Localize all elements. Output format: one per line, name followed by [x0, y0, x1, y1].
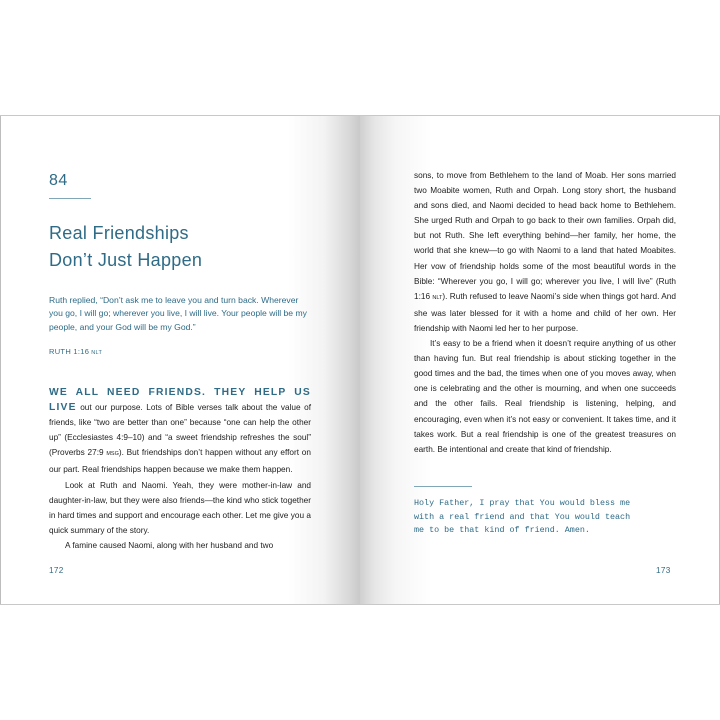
paragraph: A famine caused Naomi, along with her husband and two	[65, 540, 274, 550]
scripture-version: NLT	[91, 350, 103, 356]
paragraph-text: ). Ruth refused to leave Naomi’s side when things got hard. And she was later blessed for it with a home and child of her own. Her friendship with Naomi led her to her purpose.	[414, 291, 676, 333]
left-page	[0, 116, 360, 604]
page-number-right: 173	[656, 566, 671, 575]
chapter-divider	[49, 198, 91, 199]
paragraph: It’s easy to be a friend when it doesn’t require anything of us other than having fun. But real friendship is about sticking together in the good times and the bad, the times when one of you moves away, when one is celebrating and the other is mourning, and when one succeeds and the other fails. Real friendship is listening, helping, and encouraging, even when it’s not easy or convenient. It takes time, and it takes work. But a real friendship is one of the greatest treasures on earth. Be intentional and create that kind of friendship.	[414, 339, 676, 454]
prayer-text: Holy Father, I pray that You would bless me with a real friend and that You would teach me to be that kind of friend. Amen.	[414, 498, 631, 536]
chapter-title-line-2: Don’t Just Happen	[49, 250, 203, 270]
page-number-left: 172	[49, 566, 64, 575]
chapter-title-line-1: Real Friendships	[49, 223, 189, 243]
bible-version: MSG	[106, 451, 119, 458]
paragraph	[49, 385, 311, 478]
prayer-divider	[414, 486, 472, 487]
chapter-title	[49, 220, 202, 274]
left-body-text	[49, 385, 311, 553]
open-book	[0, 115, 720, 605]
paragraph-text: sons, to move from Bethlehem to the land of Moab. Her sons married two Moabite women, Ruth and Orpah. Long story short, the husband and sons died, and Naomi decided to head back home to Bethlehem. She urged Ruth and Orpah to go back to their own families. Orpah did, but not Ruth. She left everything behind—her family, her home, the world that she knew—to go with Naomi to a land that hated Moabites. Her vow of friendship holds some of the most beautiful words in the Bible: “Wherever you go, I will go; wherever you live, I will live” (Ruth 1:16	[414, 171, 676, 301]
right-body-text	[414, 168, 676, 457]
paragraph	[414, 168, 676, 336]
paragraph-text: out our purpose. Lots of Bible verses talk about the value of friends, like “two are better than one” because “one can help the other up” (Ecclesiastes 4:9–10) and “a sweet friendship refreshes the soul” (Proverbs 27:9	[49, 403, 311, 458]
scripture-reference-text: RUTH 1:16	[49, 347, 90, 356]
lead-in: WE ALL NEED FRIENDS. THEY HELP US LIVE	[49, 387, 311, 414]
scripture-quote: Ruth replied, “Don’t ask me to leave you and turn back. Wherever you go, I will go; wherever you live, I will live. Your people will be my people, and your God will be my God.”	[49, 295, 307, 332]
scripture-reference	[49, 347, 102, 356]
bible-version: NLT	[432, 294, 443, 301]
chapter-number: 84	[49, 172, 68, 189]
paragraph-text: ). But friendships don’t happen without any effort on our part. Real friendships happen because we make them happen.	[49, 448, 311, 475]
paragraph: Look at Ruth and Naomi. Yeah, they were mother-in-law and daughter-in-law, but they were also friends—the kind who stick together in hard times and support and encourage each other. Let me give you a quick summary of the story.	[49, 480, 311, 535]
